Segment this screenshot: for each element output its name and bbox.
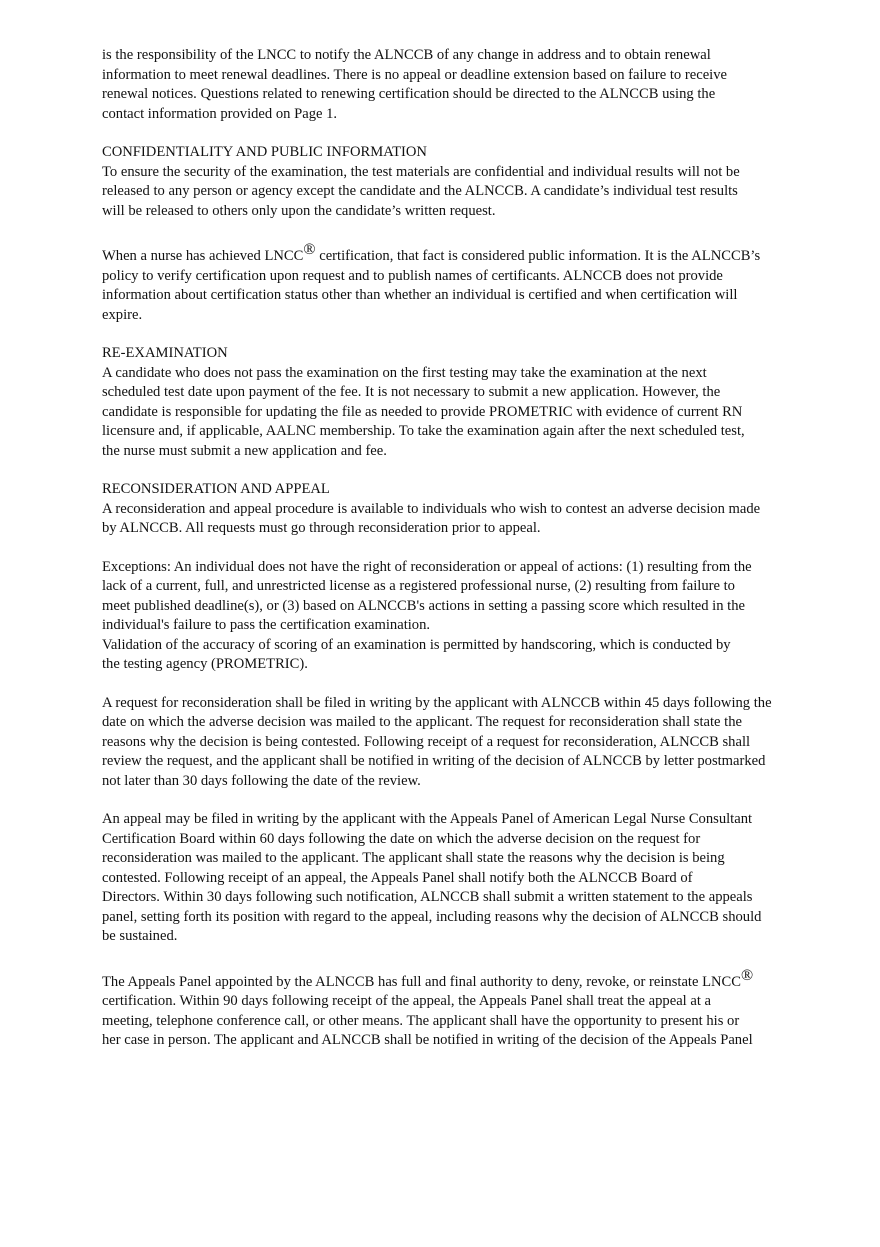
text-fragment: certification, that fact is considered public information. It is the ALNCCB’s — [315, 248, 761, 264]
text-line: by ALNCCB. All requests must go through reconsideration prior to appeal. — [102, 520, 541, 536]
text-fragment: When a nurse has achieved LNCC — [102, 248, 304, 264]
text-line: meeting, telephone conference call, or other means. The applicant shall have the opportunity to present his or — [102, 1012, 740, 1029]
text-line: released to any person or agency except the candidate and the ALNCCB. A candidate’s individual test results — [102, 183, 738, 199]
document-page — [102, 46, 832, 1051]
registered-mark: ® — [741, 966, 754, 984]
text-line: information to meet renewal deadlines. There is no appeal or deadline extension based on failure to receive — [102, 66, 727, 83]
text-line: contact information provided on Page 1. — [102, 105, 338, 122]
text-line: certification. Within 90 days following receipt of the appeal, the Appeals Panel shall treat the appeal at a — [102, 993, 712, 1009]
text-line: information about certification status other than whether an individual is certified and when certification will — [102, 287, 738, 303]
paragraph-appeal — [102, 810, 832, 947]
text-line: A reconsideration and appeal procedure is available to individuals who wish to contest an adverse decision made — [102, 500, 761, 517]
text-line: reconsideration was mailed to the applicant. The applicant shall state the reasons why the decision is being — [102, 850, 725, 866]
text-line: contested. Following receipt of an appeal, the Appeals Panel shall notify both the ALNCCB Board of — [102, 869, 693, 886]
paragraph-appeals-panel — [102, 966, 832, 1051]
text-line: be sustained. — [102, 928, 178, 944]
text-line: date on which the adverse decision was mailed to the applicant. The request for reconsideration shall state the — [102, 714, 743, 730]
text-line: will be released to others only upon the candidate’s written request. — [102, 202, 496, 219]
text-line: To ensure the security of the examination, the test materials are confidential and individual results will not be — [102, 163, 740, 180]
text-line: A candidate who does not pass the examination on the first testing may take the examination at the next — [102, 364, 707, 381]
text-line: candidate is responsible for updating the file as needed to provide PROMETRIC with evidence of current RN — [102, 403, 743, 420]
text-line: the nurse must submit a new application and fee. — [102, 442, 387, 459]
text-line: renewal notices. Questions related to renewing certification should be directed to the ALNCCB using the — [102, 86, 716, 102]
text-line: lack of a current, full, and unrestricted license as a registered professional nurse, (2) resulting from failure to — [102, 578, 735, 594]
text-line: the testing agency (PROMETRIC). — [102, 656, 308, 672]
paragraph-public-information — [102, 241, 832, 325]
paragraph-reconsideration-request — [102, 694, 832, 792]
text-line: her case in person. The applicant and ALNCCB shall be notified in writing of the decision of the Appeals Panel — [102, 1032, 753, 1048]
text-line: scheduled test date upon payment of the fee. It is not necessary to submit a new application. However, the — [102, 384, 721, 400]
text-line: licensure and, if applicable, AALNC membership. To take the examination again after the next scheduled test, — [102, 423, 745, 439]
text-line: Validation of the accuracy of scoring of an examination is permitted by handscoring, which is conducted by — [102, 636, 731, 653]
text-line: An appeal may be filed in writing by the applicant with the Appeals Panel of American Legal Nurse Consultant — [102, 811, 753, 827]
text-line — [102, 241, 832, 267]
text-fragment: The Appeals Panel appointed by the ALNCCB has full and final authority to deny, revoke, or reinstate LNCC — [102, 973, 742, 990]
paragraph-reexamination — [102, 364, 832, 462]
section-heading-reexamination: RE-EXAMINATION — [102, 345, 228, 361]
paragraph-renewal — [102, 46, 832, 124]
text-line: policy to verify certification upon request and to publish names of certificants. ALNCCB does not provide — [102, 267, 723, 284]
text-line: reasons why the decision is being contested. Following receipt of a request for reconsideration, ALNCCB shall — [102, 733, 751, 750]
paragraph-confidentiality — [102, 163, 832, 222]
paragraph-exceptions — [102, 558, 832, 675]
text-line: meet published deadline(s), or (3) based on ALNCCB's actions in setting a passing score which resulted in the — [102, 597, 746, 614]
text-line: Exceptions: An individual does not have the right of reconsideration or appeal of actions: (1) resulting from the — [102, 558, 752, 575]
text-line: is the responsibility of the LNCC to notify the ALNCCB of any change in address and to obtain renewal — [102, 47, 711, 63]
text-line: not later than 30 days following the date of the review. — [102, 772, 421, 789]
section-heading-reconsideration: RECONSIDERATION AND APPEAL — [102, 481, 330, 497]
text-line: panel, setting forth its position with regard to the appeal, including reasons why the decision of ALNCCB should — [102, 908, 762, 925]
text-line: Directors. Within 30 days following such notification, ALNCCB shall submit a written statement to the appeals — [102, 889, 753, 905]
text-line: review the request, and the applicant shall be notified in writing of the decision of ALNCCB by letter postmarked — [102, 753, 766, 769]
text-line: individual's failure to pass the certification examination. — [102, 617, 431, 633]
registered-mark: ® — [303, 241, 316, 258]
text-line: A request for reconsideration shall be filed in writing by the applicant with ALNCCB within 45 days following the — [102, 694, 772, 711]
text-line: expire. — [102, 306, 143, 323]
text-line — [102, 966, 832, 993]
section-heading-confidentiality: CONFIDENTIALITY AND PUBLIC INFORMATION — [102, 144, 427, 160]
paragraph-reconsideration-intro — [102, 500, 832, 539]
text-line: Certification Board within 60 days following the date on which the adverse decision on the request for — [102, 830, 701, 847]
